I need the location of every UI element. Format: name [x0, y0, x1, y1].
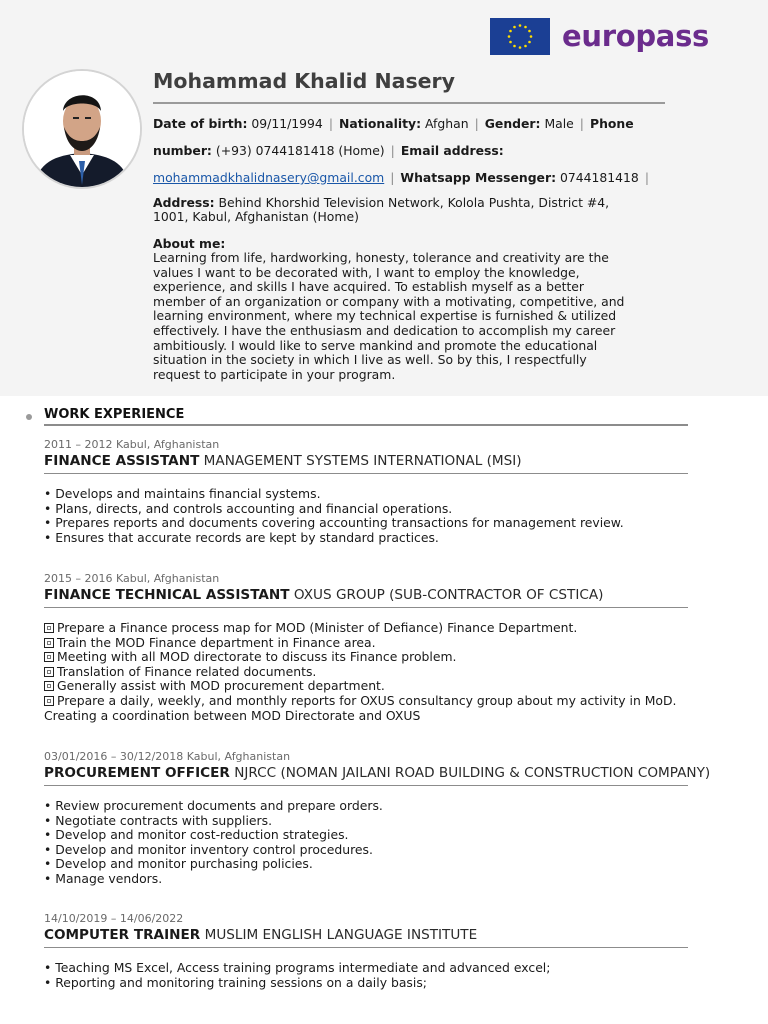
- job-bullet: [44, 650, 688, 665]
- job-bullet: • Develop and monitor cost-reduction strategies.: [44, 827, 349, 843]
- checkbox-glyph-icon: [44, 667, 54, 677]
- job-bullet: • Develop and monitor inventory control procedures.: [44, 841, 373, 857]
- job-divider: [44, 473, 688, 474]
- job-org: NJRCC (NOMAN JAILANI ROAD BUILDING & CONSTRUCTION COMPANY): [234, 765, 711, 781]
- job-bullet: • Plans, directs, and controls accounting and financial operations.: [44, 500, 453, 516]
- address-value: Behind Khorshid Television Network, Kolola Pushta, District #4, 1001, Kabul, Afghanistan (Home): [153, 195, 610, 225]
- job-role: FINANCE TECHNICAL ASSISTANT: [44, 587, 290, 603]
- about-me-label: About me:: [153, 236, 226, 251]
- personal-info-line-2: [153, 143, 504, 159]
- gender-label: Gender:: [484, 116, 541, 131]
- job-role: PROCUREMENT OFFICER: [44, 765, 230, 781]
- job-role: FINANCE ASSISTANT: [44, 453, 200, 469]
- job-bullets: [44, 961, 688, 990]
- profile-photo: [22, 69, 142, 189]
- job-title: [44, 587, 688, 604]
- job-bullet: • Prepares reports and documents covering accounting transactions for management review.: [44, 515, 624, 531]
- job-entry: [44, 572, 688, 723]
- checkbox-glyph-icon: [44, 696, 54, 706]
- job-bullet: • Manage vendors.: [44, 870, 163, 886]
- email-link[interactable]: mohammadkhalidnasery@gmail.com: [153, 170, 385, 185]
- personal-info-line-1: [153, 116, 634, 132]
- job-bullets: [44, 799, 688, 887]
- whatsapp-value: 0744181418: [559, 170, 639, 185]
- job-divider: [44, 607, 688, 608]
- job-meta: 2011 – 2012 Kabul, Afghanistan: [44, 438, 220, 451]
- separator: |: [328, 116, 333, 131]
- eu-flag-icon: [490, 18, 550, 55]
- separator: |: [390, 143, 395, 158]
- whatsapp-label: Whatsapp Messenger:: [400, 170, 557, 185]
- job-bullet: [44, 636, 688, 651]
- job-bullets: [44, 487, 688, 545]
- eu-stars-icon: [490, 18, 550, 55]
- job-trailing-text: Creating a coordination between MOD Directorate and OXUS: [44, 707, 421, 723]
- job-bullet: [44, 694, 688, 709]
- section-divider: [44, 424, 688, 426]
- email-label: Email address:: [400, 143, 504, 158]
- candidate-name: Mohammad Khalid Nasery: [153, 69, 456, 93]
- job-meta: 03/01/2016 – 30/12/2018 Kabul, Afghanistan: [44, 750, 291, 763]
- job-role: COMPUTER TRAINER: [44, 927, 201, 943]
- job-bullet: • Ensures that accurate records are kept by standard practices.: [44, 529, 439, 545]
- section-title-work-experience: WORK EXPERIENCE: [44, 407, 185, 422]
- personal-info-line-3: [153, 170, 655, 186]
- separator: |: [579, 116, 584, 131]
- job-bullet-text: Meeting with all MOD directorate to discuss its Finance problem.: [57, 649, 457, 665]
- job-bullet-text: Generally assist with MOD procurement department.: [57, 678, 385, 694]
- europass-logo: europass: [562, 19, 709, 53]
- address-label: Address:: [153, 195, 215, 210]
- job-meta: 2015 – 2016 Kabul, Afghanistan: [44, 572, 220, 585]
- job-bullets: [44, 621, 688, 723]
- checkbox-glyph-icon: [44, 681, 54, 691]
- job-bullet: [44, 665, 688, 680]
- nationality-value: Afghan: [425, 116, 469, 131]
- about-me-text: Learning from life, hardworking, honesty, tolerance and creativity are the values I want to be decorated with, I want to employ the knowledge, experience, and skills I have acquired. To establish myself as a better member of an organization or company with a motivating, competitive, and learning environment, where my technical expertise is furnished & utilized effectively. I have the enthusiasm and dedication to accomplish my career ambitiously. I would like to serve mankind and promote the educational situation in the society in which I live as well. So by this, I respectfully request to participate in your program.: [153, 250, 625, 382]
- job-bullet: • Reporting and monitoring training sessions on a daily basis;: [44, 974, 427, 990]
- job-divider: [44, 947, 688, 948]
- job-entry: [44, 750, 711, 887]
- job-bullet: • Develops and maintains financial systems.: [44, 486, 321, 501]
- phone-label-part2: number:: [153, 143, 212, 158]
- job-bullet: • Teaching MS Excel, Access training programs intermediate and advanced excel;: [44, 960, 551, 975]
- job-bullet: • Develop and monitor purchasing policies.: [44, 856, 313, 872]
- job-bullet: • Negotiate contracts with suppliers.: [44, 812, 273, 828]
- job-bullet-text: Prepare a Finance process map for MOD (Minister of Defiance) Finance Department.: [57, 620, 578, 635]
- dob-label: Date of birth:: [153, 116, 248, 131]
- job-bullet-text: Train the MOD Finance department in Finance area.: [57, 634, 376, 650]
- job-org: OXUS GROUP (SUB-CONTRACTOR OF CSTICA): [293, 587, 604, 603]
- avatar-icon: [24, 71, 140, 187]
- job-bullet: [44, 621, 688, 636]
- job-bullet-text: Translation of Finance related documents.: [57, 663, 317, 679]
- job-meta: 14/10/2019 – 14/06/2022: [44, 912, 184, 925]
- phone-value: (+93) 0744181418 (Home): [215, 143, 385, 158]
- job-bullet: [44, 679, 688, 694]
- job-title: [44, 765, 711, 782]
- job-bullet-text: Prepare a daily, weekly, and monthly reports for OXUS consultancy group about my activity in MoD.: [57, 692, 677, 708]
- job-org: MANAGEMENT SYSTEMS INTERNATIONAL (MSI): [203, 453, 522, 469]
- nationality-label: Nationality:: [339, 116, 422, 131]
- checkbox-glyph-icon: [44, 623, 54, 633]
- job-title: [44, 927, 688, 944]
- job-bullet: • Review procurement documents and prepare orders.: [44, 798, 383, 813]
- job-title: [44, 453, 688, 470]
- address-block: [153, 196, 633, 225]
- name-divider: [153, 102, 665, 104]
- separator: |: [474, 116, 479, 131]
- checkbox-glyph-icon: [44, 638, 54, 648]
- job-entry: [44, 438, 688, 545]
- checkbox-glyph-icon: [44, 652, 54, 662]
- job-org: MUSLIM ENGLISH LANGUAGE INSTITUTE: [204, 927, 478, 943]
- separator: |: [644, 170, 650, 185]
- gender-value: Male: [544, 116, 574, 131]
- section-bullet-icon: [26, 414, 32, 420]
- job-entry: [44, 912, 688, 990]
- job-divider: [44, 785, 688, 786]
- phone-label-part1: Phone: [589, 116, 634, 131]
- dob-value: 09/11/1994: [251, 116, 323, 131]
- separator: |: [390, 170, 395, 185]
